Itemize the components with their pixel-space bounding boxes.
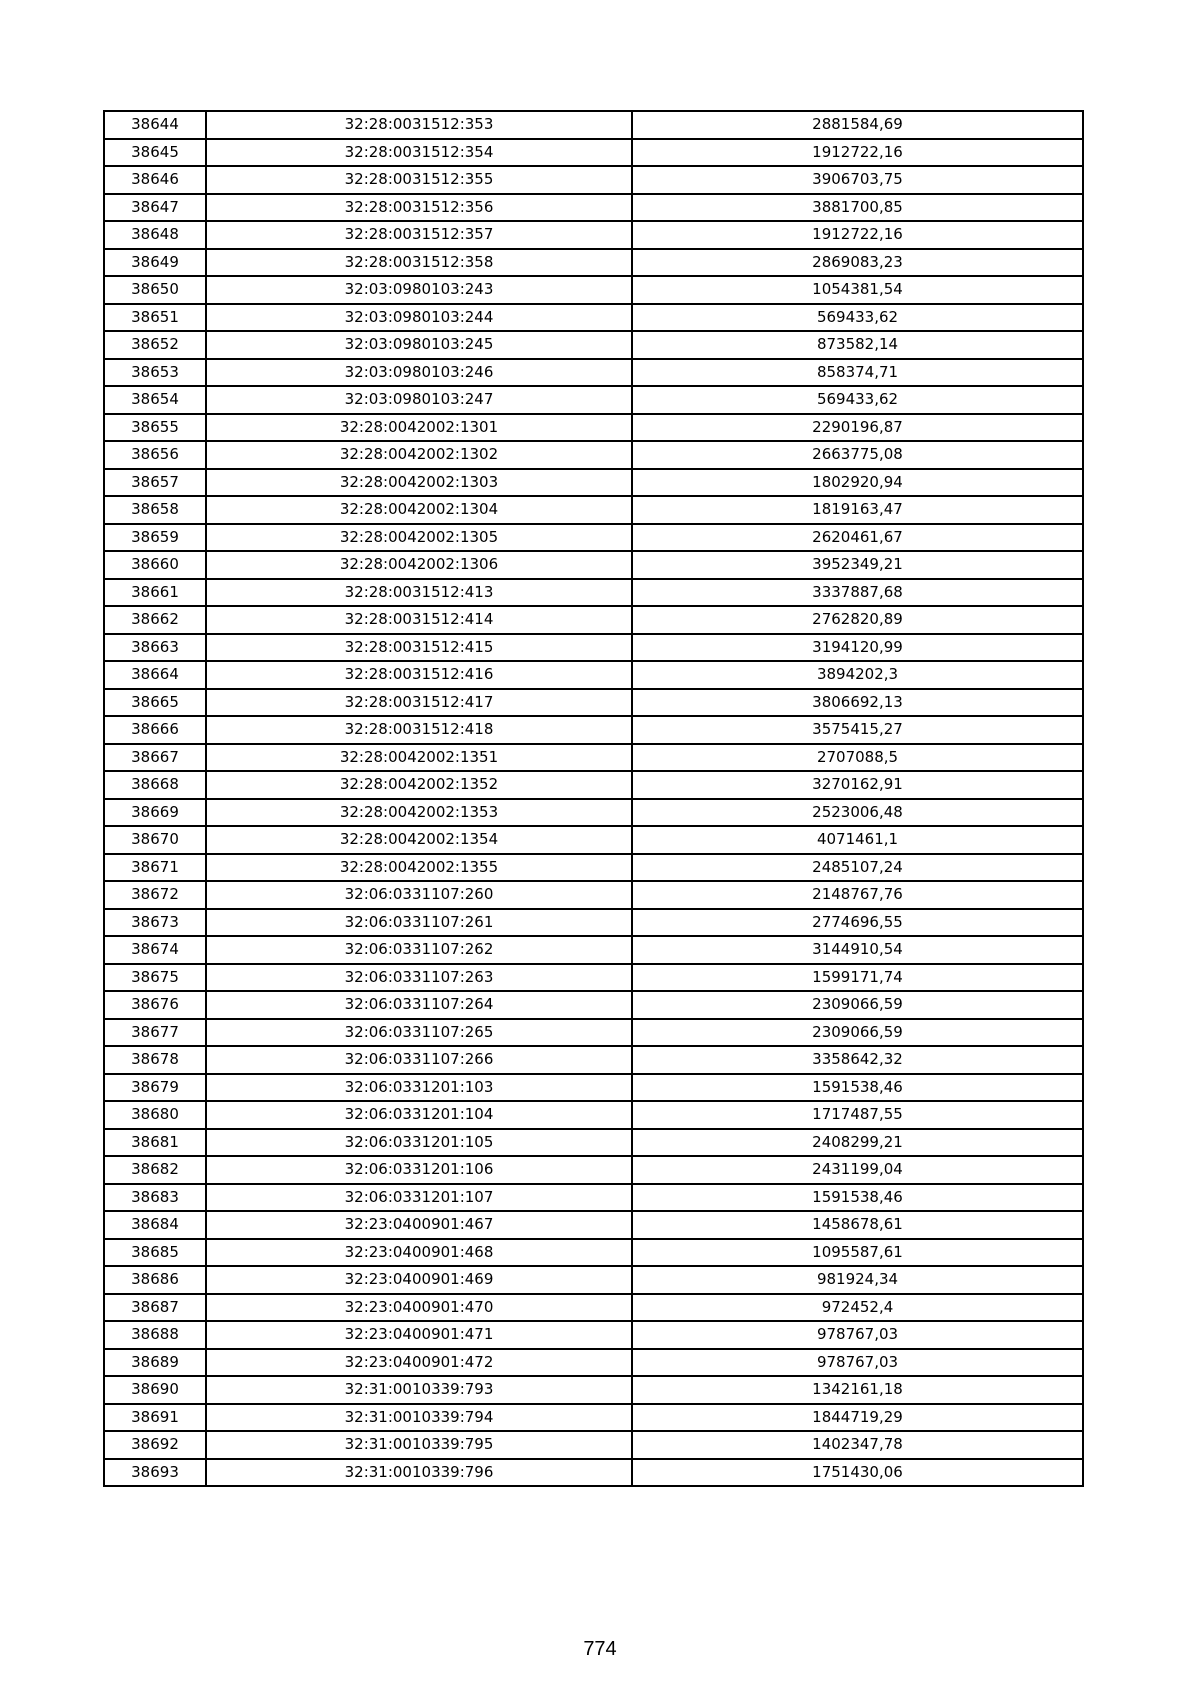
table-row [104, 414, 1083, 442]
value-cell: 3270162,91 [632, 771, 1083, 799]
table-row [104, 716, 1083, 744]
row-number-cell: 38672 [104, 881, 206, 909]
table-row [104, 1156, 1083, 1184]
table-row [104, 166, 1083, 194]
table-row [104, 1376, 1083, 1404]
table-row [104, 606, 1083, 634]
row-number-cell: 38691 [104, 1404, 206, 1432]
table-row [104, 331, 1083, 359]
row-number-cell: 38658 [104, 496, 206, 524]
cadastral-number-cell: 32:06:0331107:262 [206, 936, 632, 964]
row-number-cell: 38655 [104, 414, 206, 442]
row-number-cell: 38677 [104, 1019, 206, 1047]
cadastral-number-cell: 32:28:0042002:1354 [206, 826, 632, 854]
cadastral-number-cell: 32:06:0331201:105 [206, 1129, 632, 1157]
value-cell: 1458678,61 [632, 1211, 1083, 1239]
row-number-cell: 38681 [104, 1129, 206, 1157]
table-row [104, 1404, 1083, 1432]
row-number-cell: 38692 [104, 1431, 206, 1459]
table-row [104, 799, 1083, 827]
value-cell: 3894202,3 [632, 661, 1083, 689]
table-row [104, 524, 1083, 552]
table-row [104, 634, 1083, 662]
value-cell: 978767,03 [632, 1349, 1083, 1377]
cadastral-number-cell: 32:06:0331201:104 [206, 1101, 632, 1129]
value-cell: 3881700,85 [632, 194, 1083, 222]
table-row [104, 1046, 1083, 1074]
cadastral-number-cell: 32:06:0331107:266 [206, 1046, 632, 1074]
table-row [104, 689, 1083, 717]
row-number-cell: 38666 [104, 716, 206, 744]
table-row [104, 194, 1083, 222]
value-cell: 3358642,32 [632, 1046, 1083, 1074]
table-row [104, 909, 1083, 937]
cadastral-number-cell: 32:31:0010339:795 [206, 1431, 632, 1459]
row-number-cell: 38671 [104, 854, 206, 882]
table-row [104, 1101, 1083, 1129]
cadastral-number-cell: 32:03:0980103:246 [206, 359, 632, 387]
cadastral-number-cell: 32:28:0031512:353 [206, 111, 632, 139]
value-cell: 1844719,29 [632, 1404, 1083, 1432]
table-row [104, 1459, 1083, 1487]
value-cell: 981924,34 [632, 1266, 1083, 1294]
row-number-cell: 38678 [104, 1046, 206, 1074]
table-row [104, 579, 1083, 607]
table-row [104, 881, 1083, 909]
table-body [104, 111, 1083, 1486]
row-number-cell: 38683 [104, 1184, 206, 1212]
row-number-cell: 38659 [104, 524, 206, 552]
table-row [104, 744, 1083, 772]
row-number-cell: 38646 [104, 166, 206, 194]
value-cell: 1599171,74 [632, 964, 1083, 992]
value-cell: 1751430,06 [632, 1459, 1083, 1487]
row-number-cell: 38673 [104, 909, 206, 937]
value-cell: 2148767,76 [632, 881, 1083, 909]
row-number-cell: 38649 [104, 249, 206, 277]
table-row [104, 1431, 1083, 1459]
row-number-cell: 38693 [104, 1459, 206, 1487]
table-row [104, 991, 1083, 1019]
cadastral-number-cell: 32:28:0031512:415 [206, 634, 632, 662]
row-number-cell: 38657 [104, 469, 206, 497]
value-cell: 2762820,89 [632, 606, 1083, 634]
value-cell: 1591538,46 [632, 1074, 1083, 1102]
cadastral-number-cell: 32:28:0042002:1303 [206, 469, 632, 497]
cadastral-number-cell: 32:03:0980103:247 [206, 386, 632, 414]
row-number-cell: 38669 [104, 799, 206, 827]
value-cell: 1819163,47 [632, 496, 1083, 524]
cadastral-number-cell: 32:28:0031512:413 [206, 579, 632, 607]
cadastral-number-cell: 32:28:0031512:355 [206, 166, 632, 194]
value-cell: 2408299,21 [632, 1129, 1083, 1157]
table-row [104, 1184, 1083, 1212]
cadastral-number-cell: 32:28:0031512:356 [206, 194, 632, 222]
table-row [104, 386, 1083, 414]
row-number-cell: 38645 [104, 139, 206, 167]
value-cell: 569433,62 [632, 304, 1083, 332]
cadastral-number-cell: 32:23:0400901:472 [206, 1349, 632, 1377]
cadastral-number-cell: 32:28:0031512:414 [206, 606, 632, 634]
cadastral-number-cell: 32:03:0980103:244 [206, 304, 632, 332]
cadastral-number-cell: 32:23:0400901:468 [206, 1239, 632, 1267]
table-row [104, 1321, 1083, 1349]
cadastral-number-cell: 32:28:0031512:358 [206, 249, 632, 277]
value-cell: 873582,14 [632, 331, 1083, 359]
cadastral-number-cell: 32:03:0980103:243 [206, 276, 632, 304]
cadastral-number-cell: 32:28:0031512:357 [206, 221, 632, 249]
table-row [104, 964, 1083, 992]
cadastral-number-cell: 32:23:0400901:471 [206, 1321, 632, 1349]
registry-table [103, 110, 1084, 1487]
row-number-cell: 38668 [104, 771, 206, 799]
table-row [104, 111, 1083, 139]
cadastral-number-cell: 32:28:0042002:1302 [206, 441, 632, 469]
table-row [104, 1074, 1083, 1102]
cadastral-number-cell: 32:28:0042002:1304 [206, 496, 632, 524]
table-row [104, 1266, 1083, 1294]
row-number-cell: 38661 [104, 579, 206, 607]
value-cell: 3194120,99 [632, 634, 1083, 662]
cadastral-number-cell: 32:06:0331107:261 [206, 909, 632, 937]
row-number-cell: 38665 [104, 689, 206, 717]
cadastral-number-cell: 32:06:0331107:265 [206, 1019, 632, 1047]
row-number-cell: 38660 [104, 551, 206, 579]
table-row [104, 826, 1083, 854]
table-row [104, 469, 1083, 497]
page-number: 774 [583, 1638, 617, 1660]
row-number-cell: 38676 [104, 991, 206, 1019]
table-row [104, 304, 1083, 332]
row-number-cell: 38667 [104, 744, 206, 772]
value-cell: 3906703,75 [632, 166, 1083, 194]
row-number-cell: 38670 [104, 826, 206, 854]
value-cell: 3952349,21 [632, 551, 1083, 579]
value-cell: 2309066,59 [632, 1019, 1083, 1047]
value-cell: 569433,62 [632, 386, 1083, 414]
cadastral-number-cell: 32:28:0042002:1306 [206, 551, 632, 579]
value-cell: 4071461,1 [632, 826, 1083, 854]
cadastral-number-cell: 32:06:0331107:260 [206, 881, 632, 909]
row-number-cell: 38675 [104, 964, 206, 992]
value-cell: 2663775,08 [632, 441, 1083, 469]
cadastral-number-cell: 32:06:0331107:263 [206, 964, 632, 992]
table-row [104, 249, 1083, 277]
row-number-cell: 38644 [104, 111, 206, 139]
value-cell: 1402347,78 [632, 1431, 1083, 1459]
value-cell: 1095587,61 [632, 1239, 1083, 1267]
cadastral-number-cell: 32:31:0010339:793 [206, 1376, 632, 1404]
cadastral-number-cell: 32:28:0031512:418 [206, 716, 632, 744]
row-number-cell: 38647 [104, 194, 206, 222]
value-cell: 3337887,68 [632, 579, 1083, 607]
row-number-cell: 38650 [104, 276, 206, 304]
table-row [104, 1129, 1083, 1157]
row-number-cell: 38682 [104, 1156, 206, 1184]
cadastral-number-cell: 32:28:0042002:1352 [206, 771, 632, 799]
table-row [104, 936, 1083, 964]
value-cell: 2869083,23 [632, 249, 1083, 277]
table-row [104, 771, 1083, 799]
cadastral-number-cell: 32:23:0400901:467 [206, 1211, 632, 1239]
cadastral-number-cell: 32:06:0331107:264 [206, 991, 632, 1019]
table-row [104, 359, 1083, 387]
cadastral-number-cell: 32:28:0031512:354 [206, 139, 632, 167]
cadastral-number-cell: 32:28:0031512:416 [206, 661, 632, 689]
table-row [104, 139, 1083, 167]
cadastral-number-cell: 32:06:0331201:107 [206, 1184, 632, 1212]
value-cell: 1802920,94 [632, 469, 1083, 497]
row-number-cell: 38686 [104, 1266, 206, 1294]
table-row [104, 551, 1083, 579]
table-row [104, 661, 1083, 689]
row-number-cell: 38689 [104, 1349, 206, 1377]
row-number-cell: 38651 [104, 304, 206, 332]
cadastral-number-cell: 32:28:0042002:1351 [206, 744, 632, 772]
value-cell: 2881584,69 [632, 111, 1083, 139]
table-row [104, 276, 1083, 304]
row-number-cell: 38662 [104, 606, 206, 634]
value-cell: 3806692,13 [632, 689, 1083, 717]
value-cell: 1912722,16 [632, 139, 1083, 167]
row-number-cell: 38652 [104, 331, 206, 359]
row-number-cell: 38656 [104, 441, 206, 469]
cadastral-number-cell: 32:28:0042002:1355 [206, 854, 632, 882]
cadastral-number-cell: 32:31:0010339:794 [206, 1404, 632, 1432]
cadastral-number-cell: 32:31:0010339:796 [206, 1459, 632, 1487]
value-cell: 2431199,04 [632, 1156, 1083, 1184]
table-row [104, 221, 1083, 249]
cadastral-number-cell: 32:03:0980103:245 [206, 331, 632, 359]
row-number-cell: 38648 [104, 221, 206, 249]
row-number-cell: 38687 [104, 1294, 206, 1322]
row-number-cell: 38664 [104, 661, 206, 689]
row-number-cell: 38663 [104, 634, 206, 662]
value-cell: 1717487,55 [632, 1101, 1083, 1129]
row-number-cell: 38690 [104, 1376, 206, 1404]
row-number-cell: 38679 [104, 1074, 206, 1102]
value-cell: 1912722,16 [632, 221, 1083, 249]
value-cell: 2620461,67 [632, 524, 1083, 552]
cadastral-number-cell: 32:06:0331201:106 [206, 1156, 632, 1184]
table-row [104, 1349, 1083, 1377]
cadastral-number-cell: 32:28:0042002:1353 [206, 799, 632, 827]
table-row [104, 496, 1083, 524]
value-cell: 2485107,24 [632, 854, 1083, 882]
table-row [104, 1239, 1083, 1267]
value-cell: 3144910,54 [632, 936, 1083, 964]
value-cell: 2290196,87 [632, 414, 1083, 442]
table-row [104, 441, 1083, 469]
cadastral-number-cell: 32:28:0042002:1301 [206, 414, 632, 442]
value-cell: 1342161,18 [632, 1376, 1083, 1404]
value-cell: 2707088,5 [632, 744, 1083, 772]
cadastral-number-cell: 32:06:0331201:103 [206, 1074, 632, 1102]
cadastral-number-cell: 32:23:0400901:469 [206, 1266, 632, 1294]
cadastral-number-cell: 32:28:0042002:1305 [206, 524, 632, 552]
row-number-cell: 38674 [104, 936, 206, 964]
row-number-cell: 38688 [104, 1321, 206, 1349]
row-number-cell: 38684 [104, 1211, 206, 1239]
value-cell: 978767,03 [632, 1321, 1083, 1349]
row-number-cell: 38680 [104, 1101, 206, 1129]
row-number-cell: 38654 [104, 386, 206, 414]
row-number-cell: 38653 [104, 359, 206, 387]
value-cell: 2774696,55 [632, 909, 1083, 937]
value-cell: 2523006,48 [632, 799, 1083, 827]
table-row [104, 1019, 1083, 1047]
cadastral-number-cell: 32:23:0400901:470 [206, 1294, 632, 1322]
cadastral-number-cell: 32:28:0031512:417 [206, 689, 632, 717]
row-number-cell: 38685 [104, 1239, 206, 1267]
value-cell: 1591538,46 [632, 1184, 1083, 1212]
table-row [104, 1294, 1083, 1322]
value-cell: 3575415,27 [632, 716, 1083, 744]
table-row [104, 1211, 1083, 1239]
value-cell: 1054381,54 [632, 276, 1083, 304]
value-cell: 858374,71 [632, 359, 1083, 387]
table-row [104, 854, 1083, 882]
value-cell: 2309066,59 [632, 991, 1083, 1019]
value-cell: 972452,4 [632, 1294, 1083, 1322]
